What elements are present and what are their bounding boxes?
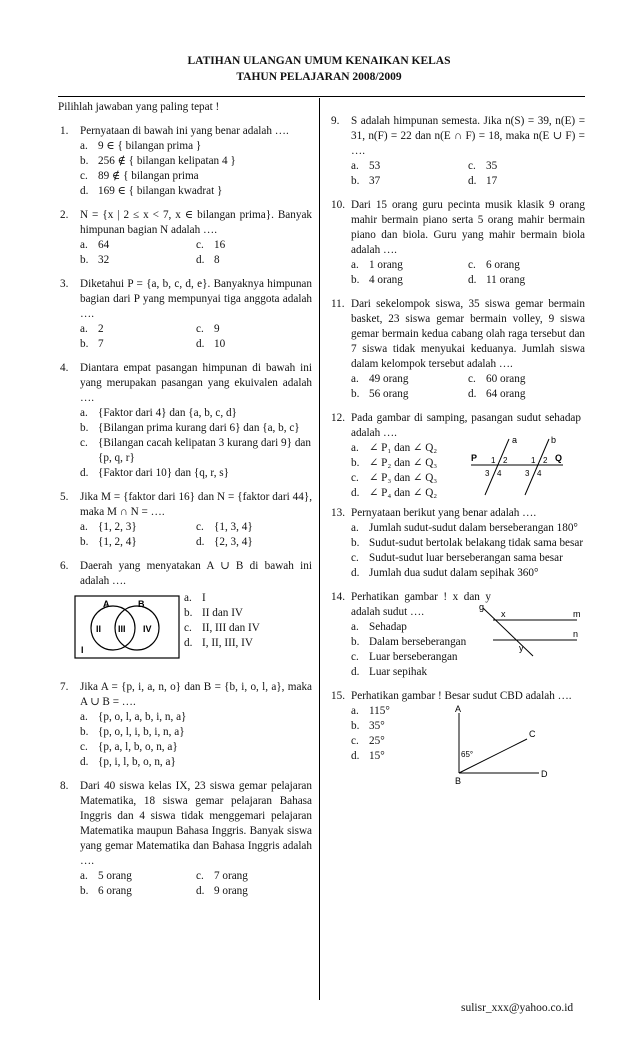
line-n-label: n [573, 629, 579, 639]
point-q-label: Q [555, 453, 563, 463]
option-10a[interactable]: a. 1 orang [351, 259, 403, 271]
option-11a[interactable]: a. 49 orang [351, 373, 409, 385]
angle-p1-label: 1 [491, 456, 496, 465]
option-14c[interactable]: c. Luar berseberangan [351, 651, 458, 663]
option-6d[interactable]: d. I, II, III, IV [184, 637, 253, 649]
instruction: Pilihlah jawaban yang paling tepat ! [58, 101, 220, 113]
option-4d[interactable]: d. {Faktor dari 10} dan {q, r, s} [80, 467, 230, 479]
point-c-label: C [529, 729, 536, 739]
option-2c[interactable]: c. 16 [196, 239, 226, 251]
option-15b[interactable]: b. 35° [351, 720, 385, 732]
question-8: 8. Dari 40 siswa kelas IX, 23 siswa gemar pelajaran Matematika, 18 siswa gemar pelajaran Bahasa Inggris dan 4 siswa tidak menggemari pelajaran Matematika maupun Bahasa Inggris. Banyak siswa yang gemar Matematika dan Bahasa Inggris adalah …. a. 5 orang c. 7 orang b. 6 orang d. 9 orang [60, 780, 312, 897]
title-line-2: TAHUN PELAJARAN 2008/2009 [236, 71, 402, 83]
question-13: 13. Pernyataan berikut yang benar adalah …. a. Jumlah sudut-sudut dalam berseberangan 180° b. Sudut-sudut bertolak belakang tidak sama besar c. Sudut-sudut luar berseberangan sama besar d. Jumlah dua sudut dalam sepihak 360° [331, 507, 584, 579]
question-2: 2. N = {x | 2 ≤ x < 7, x ∈ bilangan prima}. Banyak himpunan bagian N adalah …. a. 64 c. 16 b. 32 d. 8 [60, 209, 312, 266]
option-1c[interactable]: c. 89 ∉ { bilangan prima [80, 170, 199, 182]
option-13a[interactable]: a. Jumlah sudut-sudut dalam berseberangan 180° [351, 522, 578, 534]
question-10: 10. Dari 15 orang guru pecinta musik klasik 9 orang mahir bermain piano serta 5 orang mahir bermain piano dan biola. Guru yang mahir bermain biola adalah …. a. 1 orang c. 6 orang b. 4 orang d. 11 orang [331, 199, 585, 286]
option-5d[interactable]: d. {2, 3, 4} [196, 536, 253, 548]
option-3a[interactable]: a. 2 [80, 323, 104, 335]
footer-email: sulisr_xxx@yahoo.co.id [461, 1002, 574, 1014]
option-7b[interactable]: b. {p, o, l, i, b, i, n, a} [80, 726, 185, 738]
option-7a[interactable]: a. {p, o, l, a, b, i, n, a} [80, 711, 187, 723]
option-12a[interactable]: a. ∠ P₁ dan ∠ Q₂ [351, 442, 438, 454]
option-5b[interactable]: b. {1, 2, 4} [80, 536, 137, 548]
angle-x-label: x [501, 609, 506, 619]
option-11d[interactable]: d. 64 orang [468, 388, 526, 400]
option-2a[interactable]: a. 64 [80, 239, 110, 251]
question-14: 14. Perhatikan gambar ! x dan y adalah sudut …. a. Sehadap b. Dalam berseberangan c. Luar berseberangan d. Luar sepihak g x y m n [331, 590, 585, 680]
option-11c[interactable]: c. 60 orang [468, 373, 526, 385]
question-12: 12. Pada gambar di samping, pasangan sudut sehadap adalah …. a. ∠ P₁ dan ∠ Q₂ b. ∠ P₂ dan ∠ Q₃ c. ∠ P₃ dan ∠ Q₃ d. ∠ P₄ dan ∠ Q₂ a b P Q 1 2 3 4 1 2 3 4 [331, 412, 581, 499]
question-6: 6. Daerah yang menyatakan A ∪ B di bawah ini adalah …. A B II III IV I a. I b. II dan IV c. II, III dan IV d. I, II, III, IV [60, 559, 312, 671]
option-10d[interactable]: d. 11 orang [468, 274, 526, 286]
option-9d[interactable]: d. 17 [468, 175, 498, 187]
question-7: 7. Jika A = {p, i, a, n, o} dan B = {b, i, o, l, a}, maka A ∪ B = …. a. {p, o, l, a, b, i, n, a} b. {p, o, l, i, b, i, n, a} c. {p, a, l, b, o, n, a} d. {p, i, l, b, o, n, a} [60, 681, 312, 768]
option-8a[interactable]: a. 5 orang [80, 870, 132, 882]
option-9b[interactable]: b. 37 [351, 175, 381, 187]
venn-region-3: III [118, 624, 126, 634]
angle-65-label: 65° [461, 750, 474, 759]
venn-label-a: A [103, 599, 110, 609]
option-8d[interactable]: d. 9 orang [196, 885, 248, 897]
option-6b[interactable]: b. II dan IV [184, 607, 244, 619]
angle-p4-label: 4 [497, 469, 502, 478]
venn-diagram [74, 595, 180, 659]
point-a-label: A [455, 705, 462, 714]
question-9: 9. S adalah himpunan semesta. Jika n(S) = 39, n(E) = 31, n(F) = 22 dan n(E ∩ F) = 18, maka n(E ∪ F) = …. a. 53 c. 35 b. 37 d. 17 [331, 115, 585, 187]
header-rule [58, 96, 585, 97]
option-15a[interactable]: a. 115° [351, 705, 390, 717]
venn-region-4: IV [143, 624, 152, 634]
option-13d[interactable]: d. Jumlah dua sudut dalam sepihak 360° [351, 567, 539, 579]
option-2b[interactable]: b. 32 [80, 254, 110, 266]
venn-label-b: B [138, 599, 145, 609]
option-7c[interactable]: c. {p, a, l, b, o, n, a} [80, 741, 178, 753]
option-14a[interactable]: a. Sehadap [351, 621, 407, 633]
option-3c[interactable]: c. 9 [196, 323, 220, 335]
line-b-label: b [551, 435, 557, 445]
option-5c[interactable]: c. {1, 3, 4} [196, 521, 253, 533]
option-9c[interactable]: c. 35 [468, 160, 498, 172]
option-7d[interactable]: d. {p, i, l, b, o, n, a} [80, 756, 176, 768]
point-d-label: D [541, 769, 548, 779]
angle-q3-label: 3 [525, 469, 530, 478]
title-line-1: LATIHAN ULANGAN UMUM KENAIKAN KELAS [187, 55, 451, 67]
angle-q1-label: 1 [531, 456, 536, 465]
column-divider [319, 98, 320, 1000]
line-m-label: m [573, 609, 581, 619]
option-12c[interactable]: c. ∠ P₃ dan ∠ Q₃ [351, 472, 438, 484]
line-g-label: g [479, 602, 485, 612]
option-12d[interactable]: d. ∠ P₄ dan ∠ Q₂ [351, 487, 438, 499]
option-14d[interactable]: d. Luar sepihak [351, 666, 428, 678]
angle-y-label: y [519, 643, 524, 653]
option-1b[interactable]: b. 256 ∉ { bilangan kelipatan 4 } [80, 155, 236, 167]
venn-region-1: I [81, 645, 84, 655]
option-8c[interactable]: c. 7 orang [196, 870, 248, 882]
venn-region-2: II [96, 624, 102, 634]
left-column [58, 101, 312, 908]
option-4b[interactable]: b. {Bilangan prima kurang dari 6} dan {a, b, c} [80, 422, 300, 434]
option-10b[interactable]: b. 4 orang [351, 274, 403, 286]
option-13b[interactable]: b. Sudut-sudut bertolak belakang tidak sama besar [351, 537, 584, 549]
option-14b[interactable]: b. Dalam berseberangan [351, 636, 467, 648]
angle-p2-label: 2 [503, 456, 508, 465]
angle-q4-label: 4 [537, 469, 542, 478]
option-1a[interactable]: a. 9 ∈ { bilangan prima } [80, 140, 202, 152]
option-15d[interactable]: d. 15° [351, 750, 385, 762]
question-3: 3. Diketahui P = {a, b, c, d, e}. Banyaknya himpunan bagian dari P yang mempunyai tiga anggota adalah …. a. 2 c. 9 b. 7 d. 10 [60, 278, 312, 350]
option-12b[interactable]: b. ∠ P₂ dan ∠ Q₃ [351, 457, 438, 469]
option-15c[interactable]: c. 25° [351, 735, 385, 747]
option-3b[interactable]: b. 7 [80, 338, 104, 350]
parallel-lines-figure-12 [467, 435, 567, 497]
option-4c[interactable]: c. {Bilangan cacah kelipatan 3 kurang dari 9} dan {p, q, r} [80, 437, 311, 464]
question-5: 5. Jika M = {faktor dari 16} dan N = {faktor dari 44}, maka M ∩ N = …. a. {1, 2, 3} c. {1, 3, 4} b. {1, 2, 4} d. {2, 3, 4} [60, 491, 312, 548]
option-2d[interactable]: d. 8 [196, 254, 220, 266]
transversal-figure-14 [473, 600, 583, 658]
option-11b[interactable]: b. 56 orang [351, 388, 409, 400]
option-5a[interactable]: a. {1, 2, 3} [80, 521, 137, 533]
angle-figure-15 [447, 705, 557, 787]
question-15: 15. Perhatikan gambar ! Besar sudut CBD adalah …. a. 115° b. 35° c. 25° d. 15° A B C D 65° [331, 690, 572, 786]
question-11: 11. Dari sekelompok siswa, 35 siswa gemar bermain basket, 23 siswa gemar bermain volley, 9 siswa gemar bermain kedua cabang olah raga tersebut dan 7 siswa tidak menyukai keduanya. Jumlah siswa dalam kelompok tersebut adalah …. a. 49 orang c. 60 orang b. 56 orang d. 64 orang [331, 298, 585, 400]
angle-q2-label: 2 [543, 456, 548, 465]
option-10c[interactable]: c. 6 orang [468, 259, 520, 271]
option-13c[interactable]: c. Sudut-sudut luar berseberangan sama besar [351, 552, 563, 564]
option-3d[interactable]: d. 10 [196, 338, 226, 350]
option-6c[interactable]: c. II, III dan IV [184, 622, 260, 634]
option-6a[interactable]: a. I [184, 592, 206, 604]
option-9a[interactable]: a. 53 [351, 160, 381, 172]
question-1: 1. Pernyataan di bawah ini yang benar adalah …. a. 9 ∈ { bilangan prima } b. 256 ∉ { bilangan kelipatan 4 } c. 89 ∉ { bilangan prima d. 169 ∈ { bilangan kwadrat } [60, 124, 312, 199]
question-4: 4. Diantara empat pasangan himpunan di bawah ini yang merupakan pasangan yang ekuivalen adalah …. a. {Faktor dari 4} dan {a, b, c, d} b. {Bilangan prima kurang dari 6} dan {a, b, c} c. {Bilangan cacah kelipatan 3 kurang dari 9} dan {p, q, r} d. {Faktor dari 10} dan {q, r, s} [60, 362, 312, 479]
point-p-label: P [471, 453, 478, 463]
line-a-label: a [512, 435, 518, 445]
option-4a[interactable]: a. {Faktor dari 4} dan {a, b, c, d} [80, 407, 237, 419]
right-column [331, 114, 585, 786]
point-b-label: B [455, 776, 462, 786]
option-8b[interactable]: b. 6 orang [80, 885, 132, 897]
angle-p3-label: 3 [485, 469, 490, 478]
option-1d[interactable]: d. 169 ∈ { bilangan kwadrat } [80, 185, 223, 197]
